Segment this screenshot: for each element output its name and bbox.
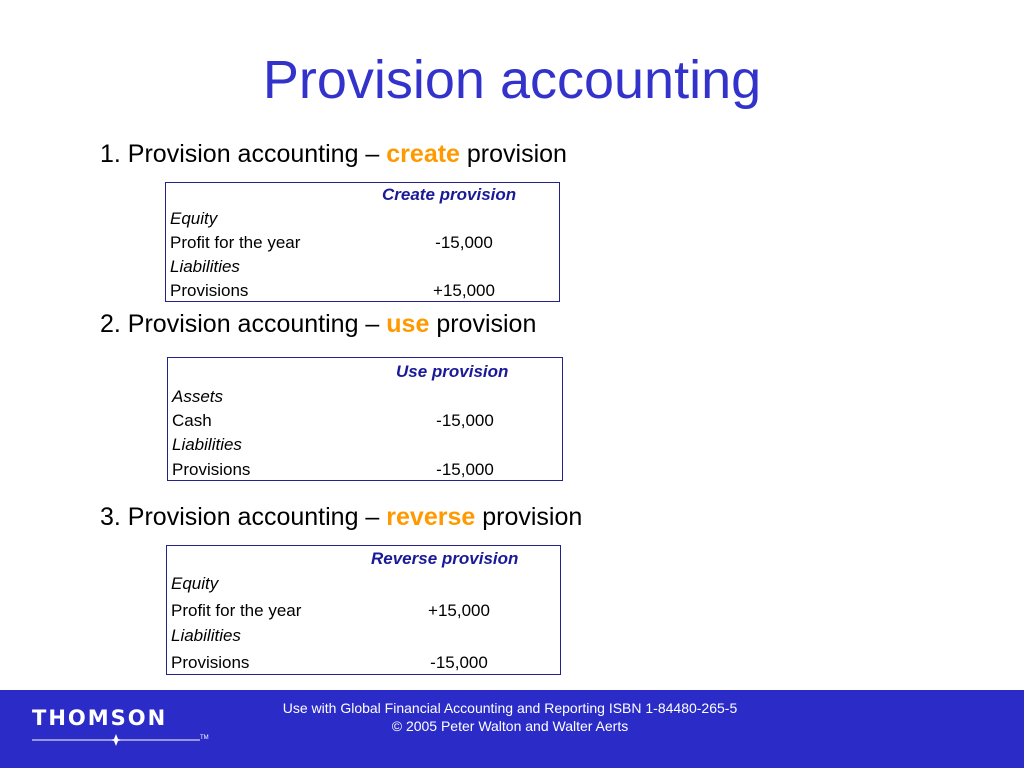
trademark-mark: TM	[200, 735, 209, 741]
row-label: Equity	[171, 574, 219, 593]
row-value: +15,000	[428, 601, 490, 620]
table-row	[170, 231, 559, 255]
thomson-logo: THOMSON	[32, 706, 168, 730]
heading-keyword: use	[386, 310, 430, 338]
row-label: Assets	[172, 387, 224, 406]
heading-keyword: reverse	[386, 503, 476, 531]
row-value: -15,000	[435, 233, 493, 252]
row-label: Profit for the year	[171, 601, 302, 620]
page-title: Provision accounting	[262, 50, 762, 110]
footer-bar	[0, 690, 1024, 768]
footer-isbn-text: Use with Global Financial Accounting and Reporting ISBN 1-84480-265-5	[282, 700, 738, 716]
heading-keyword: create	[386, 140, 460, 168]
footer-copyright-text: © 2005 Peter Walton and Walter Aerts	[391, 718, 629, 734]
heading-suffix: provision	[459, 140, 567, 168]
row-label: Provisions	[172, 460, 251, 479]
heading-prefix: 3. Provision accounting –	[100, 503, 387, 531]
row-label: Provisions	[171, 653, 250, 672]
table-header: Create provision	[382, 185, 517, 204]
row-value: -15,000	[436, 411, 494, 430]
heading-prefix: 2. Provision accounting –	[100, 310, 387, 338]
row-label: Cash	[172, 411, 212, 430]
table-header: Use provision	[396, 362, 509, 381]
row-label: Liabilities	[171, 626, 241, 645]
row-label: Profit for the year	[170, 233, 301, 252]
table-row	[172, 385, 562, 409]
table-row	[171, 572, 560, 596]
table-row	[170, 279, 559, 303]
heading-suffix: provision	[475, 503, 583, 531]
row-label: Liabilities	[172, 435, 242, 454]
row-label: Liabilities	[170, 257, 240, 276]
table-row	[172, 409, 562, 433]
row-label: Provisions	[170, 281, 249, 300]
use-provision-table	[167, 357, 563, 481]
reverse-provision-table	[166, 545, 561, 675]
table-row	[170, 207, 559, 231]
create-provision-table	[165, 182, 560, 302]
row-value: -15,000	[430, 653, 488, 672]
section-heading-create	[100, 138, 567, 170]
table-row	[171, 651, 560, 675]
table-row	[171, 624, 560, 648]
table-row	[170, 255, 559, 279]
table-row	[172, 433, 562, 457]
row-value: -15,000	[436, 460, 494, 479]
row-label: Equity	[170, 209, 218, 228]
table-header: Reverse provision	[371, 549, 519, 568]
section-heading-use	[100, 308, 536, 340]
section-heading-reverse	[100, 501, 582, 533]
row-value: +15,000	[433, 281, 495, 300]
heading-suffix: provision	[429, 310, 537, 338]
table-row	[171, 599, 560, 623]
table-row	[172, 458, 562, 482]
heading-prefix: 1. Provision accounting –	[100, 140, 387, 168]
